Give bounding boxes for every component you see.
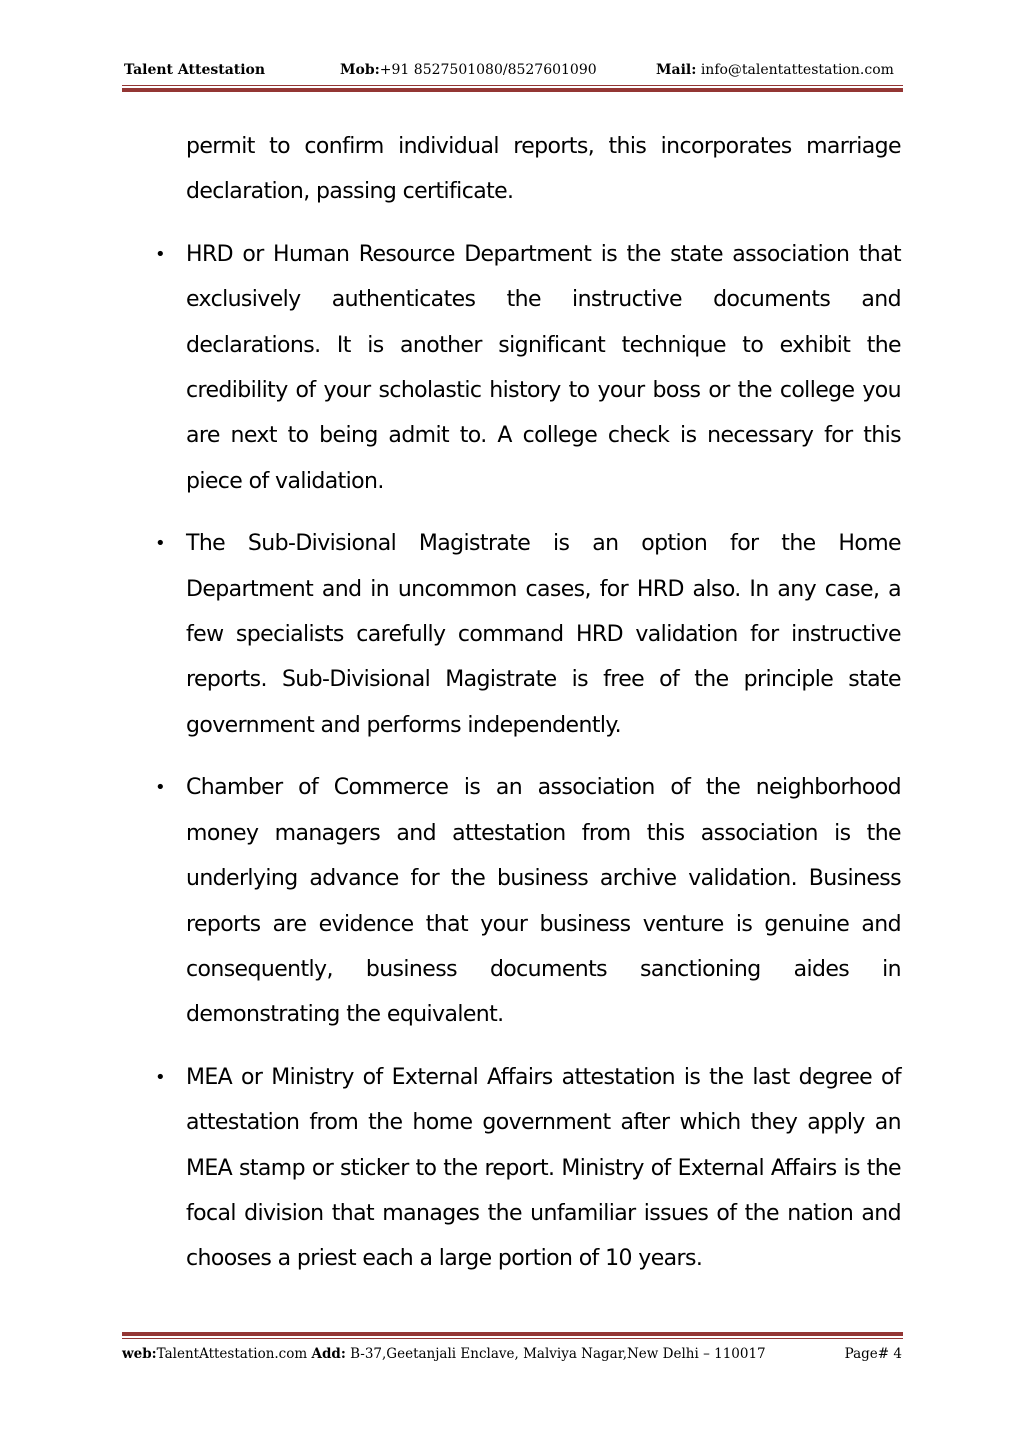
- header-rule-thick: [122, 88, 903, 92]
- page-number: Page# 4: [844, 1346, 902, 1362]
- list-item: [155, 232, 901, 504]
- page-header: [122, 62, 902, 84]
- list-item: [155, 521, 901, 748]
- bullet-icon: •: [155, 533, 166, 555]
- continuation-paragraph: permit to confirm individual reports, this incorporates marriage declaration, passing certificate.: [186, 134, 901, 205]
- company-name: Talent Attestation: [124, 62, 266, 78]
- email-contact: [656, 62, 894, 78]
- list-item: [155, 1055, 901, 1282]
- mobile-number: +91 8527501080/8527601090: [379, 62, 597, 78]
- list-item-text: Chamber of Commerce is an association of the neighborhood money managers and attestation from this association is the underlying advance for the business archive validation. Business reports are evidence that your business venture is genuine and consequently, business documents sanctioning aides in demonstrating the equivalent.: [186, 775, 901, 1028]
- web-label: web:: [122, 1346, 157, 1362]
- list-item-text: HRD or Human Resource Department is the state association that exclusively authenticates the instructive documents and declarations. It is another significant technique to exhibit the credibility of your scholastic history to your boss or the college you are next to being admit to. A college check is necessary for this piece of validation.: [186, 241, 901, 494]
- header-rule-thin: [122, 85, 903, 86]
- page-body: [155, 124, 901, 1299]
- list-item-text: MEA or Ministry of External Affairs attestation is the last degree of attestation from the home government after which they apply an MEA stamp or sticker to the report. Ministry of External Affairs is the focal division that manages the unfamiliar issues of the nation and chooses a priest each a large portion of 10 years.: [186, 1064, 901, 1272]
- bullet-icon: •: [155, 1066, 166, 1088]
- list-item-text: The Sub-Divisional Magistrate is an option for the Home Department and in uncommon cases, for HRD also. In any case, a few specialists carefully command HRD validation for instructive reports. Sub-Divisional Magistrate is free of the principle state government and performs independently.: [186, 531, 901, 738]
- list-item: [155, 765, 901, 1037]
- bullet-icon: •: [155, 777, 166, 799]
- mobile-contact: [340, 62, 597, 78]
- address-label: Add:: [311, 1346, 346, 1362]
- page-footer: [122, 1346, 902, 1362]
- footer-rule-thin: [122, 1338, 903, 1339]
- address: B-37,Geetanjali Enclave, Malviya Nagar,New Delhi – 110017: [350, 1346, 766, 1362]
- mobile-label: Mob:: [340, 62, 380, 78]
- bullet-icon: •: [155, 243, 166, 265]
- website: TalentAttestation.com: [156, 1346, 308, 1362]
- email-label: Mail:: [656, 62, 697, 78]
- email-address: info@talentattestation.com: [700, 62, 894, 78]
- footer-rule-thick: [122, 1332, 903, 1336]
